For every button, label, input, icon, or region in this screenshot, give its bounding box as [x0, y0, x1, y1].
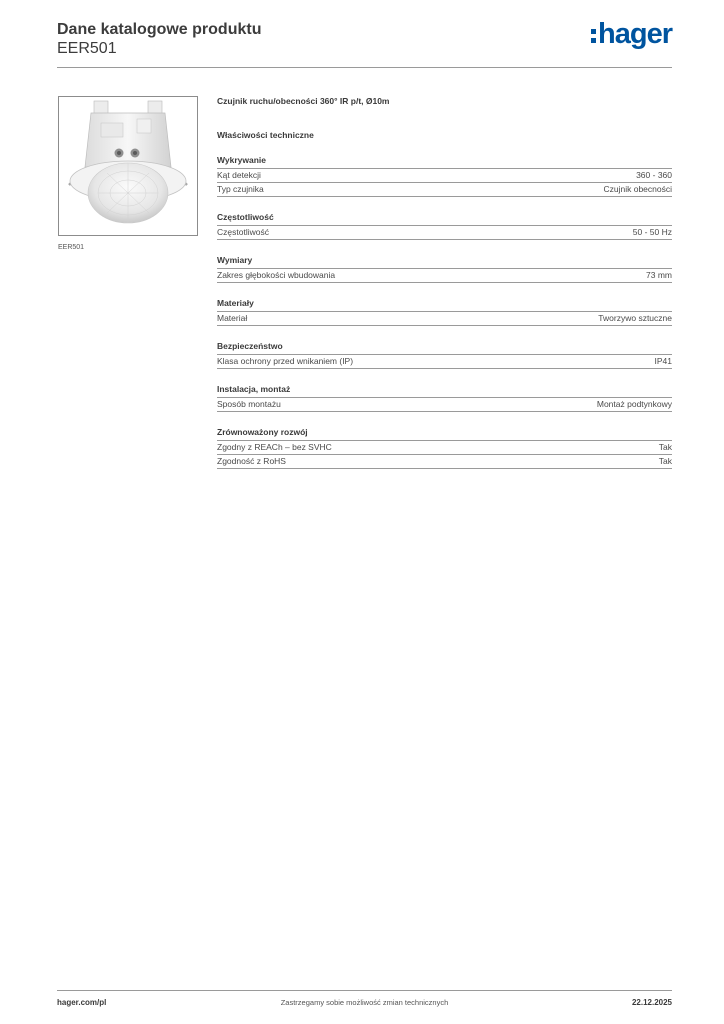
spec-value: Montaż podtynkowy: [596, 399, 672, 409]
spec-label: Sposób montażu: [217, 399, 281, 409]
spec-value: Tak: [658, 442, 672, 452]
section-dimensions: [217, 255, 672, 283]
footer-date: 22.12.2025: [631, 998, 672, 1007]
motion-sensor-illustration: [59, 97, 197, 235]
footer-notice: Zastrzegamy sobie możliwość zmian technicznych: [280, 998, 449, 1007]
spec-row: [217, 398, 672, 412]
spec-label: Zgodny z REACh – bez SVHC: [217, 442, 332, 452]
section-detection: [217, 155, 672, 197]
section-title: Materiały: [217, 298, 672, 312]
spec-row: [217, 355, 672, 369]
tech-properties-title: Właściwości techniczne: [217, 130, 314, 140]
spec-row: [217, 269, 672, 283]
hager-logo: [591, 20, 672, 48]
section-installation: [217, 384, 672, 412]
logo-dots-icon: [591, 29, 596, 43]
section-title: Instalacja, montaż: [217, 384, 672, 398]
product-name: Czujnik ruchu/obecności 360° IR p/t, Ø10m: [217, 96, 390, 106]
section-title: Zrównoważony rozwój: [217, 427, 672, 441]
spec-label: Typ czujnika: [217, 184, 264, 194]
document-title: Dane katalogowe produktu: [57, 21, 262, 38]
spec-value: 73 mm: [646, 270, 672, 280]
section-sustainability: [217, 427, 672, 469]
product-code: EER501: [57, 40, 117, 57]
spec-table: [217, 96, 672, 469]
section-frequency: [217, 212, 672, 240]
page-header: [57, 20, 672, 58]
section-title: Wykrywanie: [217, 155, 672, 169]
spec-value: Czujnik obecności: [603, 184, 672, 194]
spec-label: Częstotliwość: [217, 227, 269, 237]
spec-row: [217, 183, 672, 197]
spec-row: [217, 226, 672, 240]
spec-row: [217, 169, 672, 183]
spec-value: Tworzywo sztuczne: [598, 313, 672, 323]
section-safety: [217, 341, 672, 369]
logo-text: hager: [598, 18, 672, 50]
section-materials: [217, 298, 672, 326]
spec-value: 360 - 360: [636, 170, 672, 180]
footer-website-link[interactable]: hager.com/pl: [57, 998, 107, 1007]
spec-row: [217, 455, 672, 469]
spec-label: Materiał: [217, 313, 248, 323]
product-image: [58, 96, 198, 236]
spec-label: Zakres głębokości wbudowania: [217, 270, 336, 280]
footer-divider: [57, 990, 672, 991]
spec-value: Tak: [658, 456, 672, 466]
spec-label: Kąt detekcji: [217, 170, 261, 180]
spec-label: Klasa ochrony przed wnikaniem (IP): [217, 356, 354, 366]
section-title: Wymiary: [217, 255, 672, 269]
header-divider: [57, 67, 672, 68]
spec-label: Zgodność z RoHS: [217, 456, 286, 466]
section-title: Bezpieczeństwo: [217, 341, 672, 355]
spec-value: IP41: [654, 356, 672, 366]
section-title: Częstotliwość: [217, 212, 672, 226]
spec-value: 50 - 50 Hz: [632, 227, 672, 237]
spec-row: [217, 441, 672, 455]
image-caption: EER501: [58, 244, 85, 251]
spec-row: [217, 312, 672, 326]
